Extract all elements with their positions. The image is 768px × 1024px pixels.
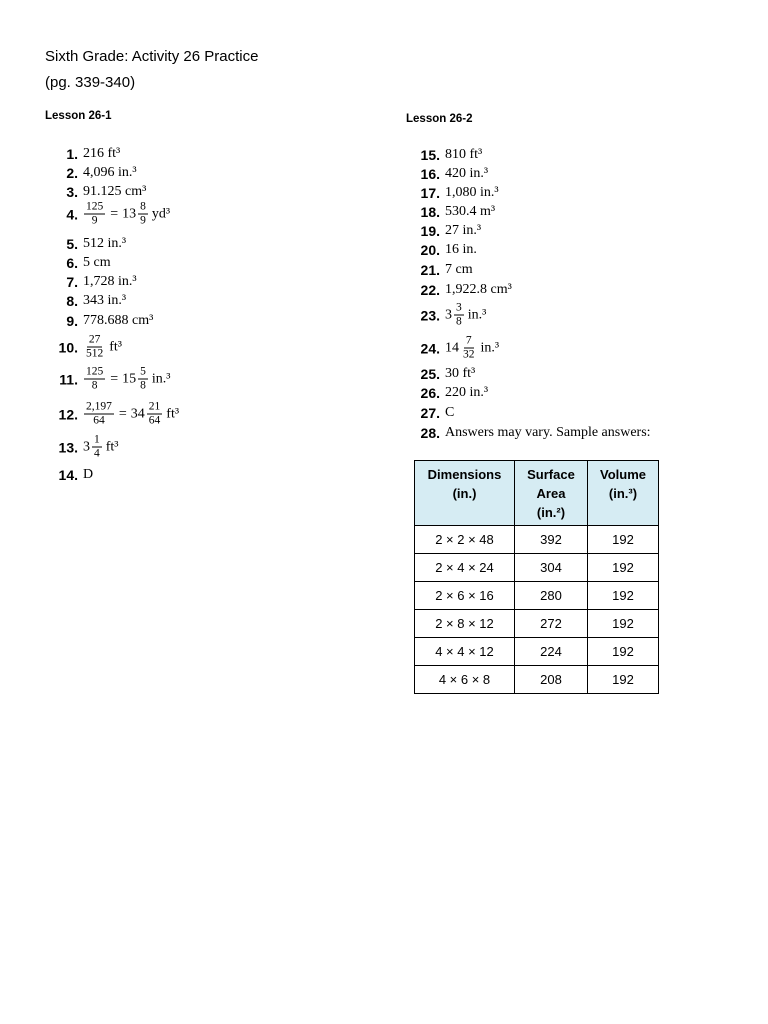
fraction-denominator: 64 [148,414,161,427]
answer-item [410,336,499,361]
volume-cell: 192 [588,666,659,694]
answer-number: 4. [66,206,78,222]
answer-item [410,262,473,278]
fraction-denominator: 9 [91,214,98,227]
answer-value [83,402,179,427]
surface-area-cell: 280 [515,582,588,610]
answer-value [83,165,137,181]
answer-text: 30 ft³ [445,366,476,381]
answer-item [48,293,126,309]
answer-value [83,146,120,162]
answer-text: 91.125 cm³ [83,184,147,199]
answer-value [445,385,488,401]
fraction-numerator: 1 [94,433,100,446]
answer-text: 7 cm [445,262,473,277]
dimensions-cell: 4 × 6 × 8 [415,666,515,694]
column-header-line: Area [536,486,566,501]
answer-item [48,146,120,162]
answer-item [48,184,146,200]
page-subtitle: (pg. 339-340) [45,74,136,91]
answer-value [445,303,486,328]
answer-text: 810 ft³ [445,147,483,162]
answer-number: 26. [420,385,440,401]
fraction [84,402,114,427]
answer-value [83,313,153,329]
fraction [84,367,105,392]
equals-sign: = [110,371,119,386]
answer-number: 20. [420,242,440,258]
answer-item [48,236,126,252]
answer-item [48,367,171,392]
answer-number: 3. [66,184,78,200]
fraction-denominator: 4 [94,447,100,460]
table-row [415,526,659,554]
answer-item [48,274,137,290]
answer-number: 23. [420,307,440,323]
fraction-denominator: 32 [463,348,475,361]
answer-text: 1,922.8 cm³ [445,282,512,297]
fraction-numerator: 5 [140,365,146,378]
answer-number: 12. [58,406,78,422]
unit-label: yd³ [151,206,171,221]
fraction-denominator: 9 [140,214,146,227]
answer-text: 16 in. [445,242,477,257]
fraction-numerator: 3 [456,301,462,314]
answer-value [83,467,93,483]
answer-value [445,336,499,361]
surface-area-cell: 304 [515,554,588,582]
volume-cell: 192 [588,638,659,666]
column-header-line: Surface [527,467,575,482]
fraction [138,367,148,392]
whole-number: 3 [83,439,90,454]
answer-number: 21. [420,262,440,278]
answer-text: 343 in.³ [83,293,127,308]
answer-number: 22. [420,282,440,298]
answer-item [410,223,481,239]
answer-value [445,262,473,278]
column-header-line: Volume [600,467,646,482]
answer-text: D [83,467,94,482]
fraction [147,402,163,427]
answer-value [83,236,126,252]
fraction-numerator: 7 [465,334,472,347]
answer-text: 512 in.³ [83,236,127,251]
dimensions-cell: 4 × 4 × 12 [415,638,515,666]
fraction [461,336,477,361]
column-header-line: Dimensions [427,467,502,482]
answer-number: 1. [66,146,78,162]
whole-number: 15 [122,371,137,386]
column-header [515,461,588,526]
whole-number: 34 [130,406,145,421]
volume-cell: 192 [588,582,659,610]
answer-text: 220 in.³ [445,385,489,400]
answer-text: C [445,405,455,420]
answer-value [445,147,482,163]
unit-label: in.³ [480,340,500,355]
unit-label: ft³ [105,439,119,454]
answer-number: 14. [58,467,78,483]
volume-cell: 192 [588,526,659,554]
answer-number: 27. [420,405,440,421]
answer-item [410,282,512,298]
fraction [92,435,102,460]
answer-value [445,185,499,201]
answer-value [83,274,137,290]
answer-value [445,223,481,239]
fraction-denominator: 64 [93,414,105,427]
answer-value [83,335,122,360]
answer-text: Answers may vary. Sample answers: [445,425,651,440]
whole-number: 3 [445,307,452,322]
answer-item [410,147,482,163]
answer-number: 18. [420,204,440,220]
answer-value [445,366,475,382]
surface-area-cell: 272 [515,610,588,638]
table-body [415,526,659,694]
unit-label: in.³ [151,371,171,386]
table-row [415,554,659,582]
surface-area-cell: 392 [515,526,588,554]
fraction-numerator: 27 [88,333,101,346]
answer-number: 25. [420,366,440,382]
answer-value [83,255,111,271]
answer-number: 6. [66,255,78,271]
answer-value [445,204,495,220]
answer-number: 7. [66,274,78,290]
answer-value [83,202,170,227]
answer-value [445,166,488,182]
fraction-numerator: 2,197 [86,400,112,413]
answer-number: 19. [420,223,440,239]
answer-item [48,435,119,460]
fraction-numerator: 21 [148,400,161,413]
answer-text: 530.4 m³ [445,204,496,219]
answer-text: 4,096 in.³ [83,165,137,180]
answer-item [410,242,477,258]
fraction [138,202,148,227]
table-row [415,666,659,694]
answer-value [445,282,512,298]
fraction-numerator: 125 [86,200,104,213]
whole-number: 14 [445,340,459,355]
answer-value [83,367,171,392]
surface-area-cell: 224 [515,638,588,666]
answer-text: 1,080 in.³ [445,185,499,200]
fraction [454,303,464,328]
answer-item [48,165,137,181]
answer-item [410,425,651,441]
fraction [84,335,105,360]
answer-number: 8. [66,293,78,309]
dimensions-cell: 2 × 2 × 48 [415,526,515,554]
volume-cell: 192 [588,554,659,582]
answer-number: 5. [66,236,78,252]
fraction-denominator: 8 [140,379,146,392]
answer-number: 15. [420,147,440,163]
dimensions-cell: 2 × 4 × 24 [415,554,515,582]
answer-value [445,405,454,421]
column-header-line: (in.³) [608,486,638,501]
answer-item [410,185,499,201]
answer-number: 9. [66,313,78,329]
lesson-26-2-heading: Lesson 26-2 [406,113,473,125]
equals-sign: = [118,406,127,421]
answer-item [410,366,475,382]
lesson-26-1-heading: Lesson 26-1 [45,110,112,122]
answer-item [48,402,179,427]
answer-number: 2. [66,165,78,181]
answer-number: 13. [58,439,78,455]
answer-text: 5 cm [83,255,111,270]
unit-label: ft³ [109,339,122,354]
answer-number: 11. [59,371,78,387]
answer-item [48,467,93,483]
surface-area-cell: 208 [515,666,588,694]
answer-number: 16. [420,166,440,182]
answer-number: 28. [420,425,440,441]
column-header-line: (in.) [452,486,477,501]
sample-answers-table [414,460,659,694]
answer-number: 24. [420,340,440,356]
fraction-numerator: 125 [86,365,104,378]
answer-text: 420 in.³ [445,166,489,181]
answer-item [48,255,111,271]
dimensions-cell: 2 × 8 × 12 [415,610,515,638]
answer-text: 27 in.³ [445,223,482,238]
table-header-row [415,461,659,526]
answer-value [445,242,477,258]
volume-cell: 192 [588,610,659,638]
fraction-denominator: 8 [91,379,98,392]
unit-label: ft³ [166,406,180,421]
answer-item [410,385,488,401]
answer-text: 1,728 in.³ [83,274,137,289]
column-header [588,461,659,526]
answer-text: 216 ft³ [83,146,121,161]
page-title: Sixth Grade: Activity 26 Practice [45,48,259,65]
answer-number: 17. [420,185,440,201]
answer-item [410,204,495,220]
equals-sign: = [110,206,119,221]
answer-item [410,405,454,421]
table-row [415,610,659,638]
whole-number: 13 [122,206,137,221]
answer-item [48,202,170,227]
answer-item [48,335,122,360]
answer-value [445,425,651,441]
unit-label: in.³ [467,307,487,322]
answer-text: 778.688 cm³ [83,313,154,328]
answer-item [410,166,488,182]
fraction-numerator: 8 [140,200,146,213]
answer-value [83,184,146,200]
answer-item [410,303,486,328]
answer-value [83,435,119,460]
fraction-denominator: 512 [86,347,104,360]
dimensions-cell: 2 × 6 × 16 [415,582,515,610]
column-header [415,461,515,526]
answer-value [83,293,126,309]
column-header-line: (in.²) [536,505,566,520]
answer-number: 10. [58,339,78,355]
table-row [415,582,659,610]
fraction [84,202,105,227]
table-row [415,638,659,666]
answer-item [48,313,153,329]
fraction-denominator: 8 [456,315,462,328]
